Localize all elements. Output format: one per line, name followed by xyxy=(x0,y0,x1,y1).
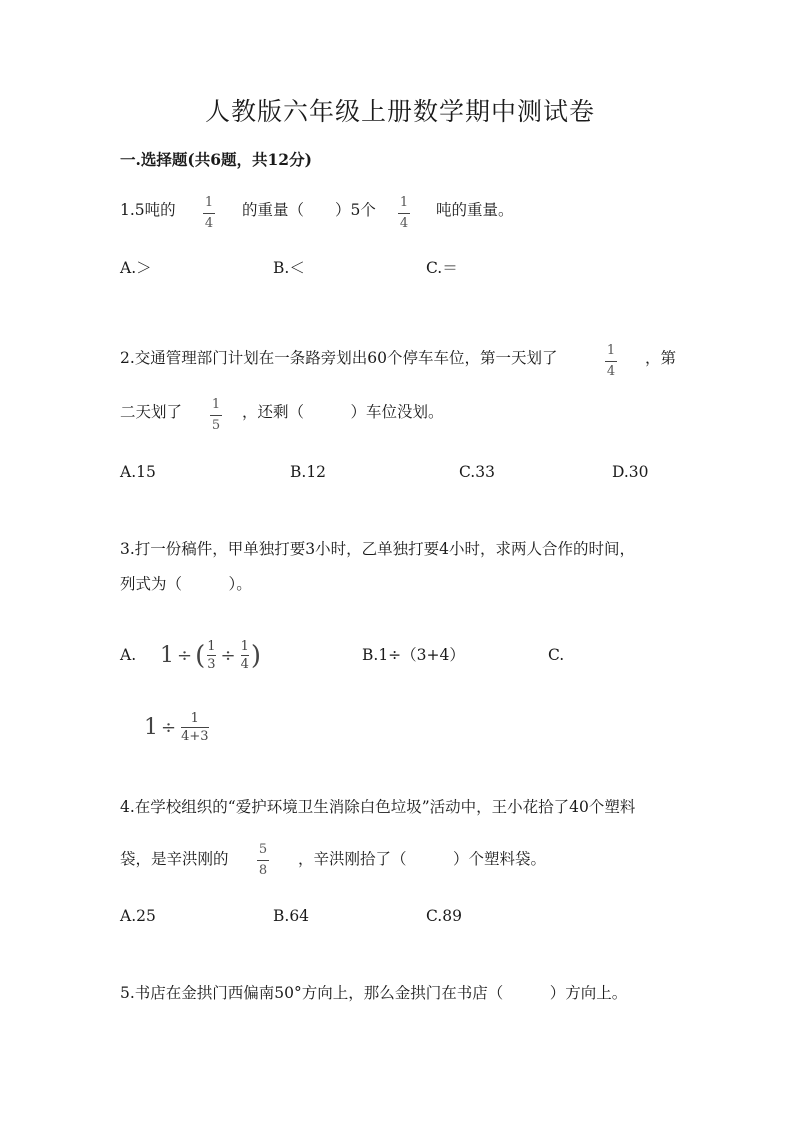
right-paren: ) xyxy=(250,640,262,671)
left-paren: ( xyxy=(195,640,206,671)
q1-text-a: 1.5吨的 xyxy=(120,201,176,219)
q2-line2-text: 二天划了 xyxy=(120,403,183,421)
q2-option-c[interactable]: C.33 xyxy=(459,463,495,481)
fraction-bar xyxy=(605,361,617,362)
math-fraction xyxy=(181,712,208,743)
fraction-bar xyxy=(257,860,269,861)
q2-fraction-2 xyxy=(210,398,222,433)
fraction-bar xyxy=(181,727,208,728)
fraction-denominator: 5 xyxy=(211,418,221,433)
q1-option-c[interactable]: C.＝ xyxy=(426,259,458,277)
q4-line2-tail: ，辛洪刚拾了（ ）个塑料袋。 xyxy=(298,850,547,868)
fraction-denominator: 4 xyxy=(606,364,616,379)
q1-fraction-2 xyxy=(398,196,410,231)
fraction-bar xyxy=(241,655,249,656)
division-sign: ÷ xyxy=(177,645,193,666)
fraction-numerator: 1 xyxy=(240,639,249,654)
fraction-numerator: 1 xyxy=(606,343,616,358)
q5-line1-text: 5.书店在金拱门西偏南50°方向上，那么金拱门在书店（ ）方向上。 xyxy=(120,984,628,1002)
q3-option-c-expression xyxy=(144,712,211,743)
q1-fraction-1 xyxy=(203,196,215,231)
math-fraction xyxy=(241,640,249,671)
q3-line2-text: 列式为（ ）。 xyxy=(120,575,252,593)
q3-option-b[interactable]: B.1÷（3+4） xyxy=(362,646,465,664)
math-number: 1 xyxy=(144,715,158,740)
fraction-denominator: 4 xyxy=(240,657,249,672)
q1-option-b[interactable]: B.＜ xyxy=(273,259,305,277)
fraction-numerator: 1 xyxy=(399,195,409,210)
fraction-numerator: 1 xyxy=(207,639,216,654)
fraction-numerator: 1 xyxy=(204,195,214,210)
q4-option-b[interactable]: B.64 xyxy=(273,907,310,925)
q2-option-b[interactable]: B.12 xyxy=(290,463,327,481)
section-heading: 一.选择题(共6题，共12分) xyxy=(120,150,312,169)
division-sign: ÷ xyxy=(220,645,236,666)
q2-line1-text: 2.交通管理部门计划在一条路旁划出60个停车车位，第一天划了 xyxy=(120,349,558,367)
q2-option-a[interactable]: A.15 xyxy=(120,463,156,481)
fraction-denominator: 8 xyxy=(258,863,268,878)
q4-option-c[interactable]: C.89 xyxy=(426,907,462,925)
q4-fraction xyxy=(257,843,269,878)
q3-option-c-label[interactable]: C. xyxy=(548,646,565,664)
q1-text-c: 吨的重量。 xyxy=(436,201,514,219)
math-fraction xyxy=(207,640,215,671)
q3-line1-text: 3.打一份稿件，甲单独打要3小时，乙单独打要4小时，求两人合作的时间， xyxy=(120,540,636,558)
q2-fraction-1 xyxy=(605,344,617,379)
q4-line2-text: 袋，是辛洪刚的 xyxy=(120,850,229,868)
fraction-bar xyxy=(398,213,410,214)
fraction-numerator: 5 xyxy=(258,842,268,857)
q1-text-b: 的重量（ ）5个 xyxy=(242,201,376,219)
fraction-denominator: 4 xyxy=(204,216,214,231)
fraction-bar xyxy=(210,415,222,416)
q4-line1-text: 4.在学校组织的“爱护环境卫生消除白色垃圾”活动中，王小花拾了40个塑料 xyxy=(120,798,636,816)
q1-option-a[interactable]: A.＞ xyxy=(120,259,152,277)
fraction-bar xyxy=(203,213,215,214)
q4-option-a[interactable]: A.25 xyxy=(120,907,156,925)
fraction-numerator: 1 xyxy=(190,711,199,726)
q2-option-d[interactable]: D.30 xyxy=(612,463,649,481)
fraction-denominator: 4+3 xyxy=(181,729,209,744)
division-sign: ÷ xyxy=(161,717,177,738)
page-title: 人教版六年级上册数学期中测试卷 xyxy=(204,97,595,126)
fraction-denominator: 4 xyxy=(399,216,409,231)
fraction-bar xyxy=(207,655,215,656)
fraction-numerator: 1 xyxy=(211,397,221,412)
q3-option-a-expression xyxy=(160,640,261,671)
fraction-denominator: 3 xyxy=(207,657,216,672)
q2-line1-tail: ，第 xyxy=(645,349,677,367)
math-number: 1 xyxy=(160,643,174,668)
q2-line2-tail: ，还剩（ ）车位没划。 xyxy=(242,403,444,421)
q3-option-a-label[interactable]: A. xyxy=(120,646,137,664)
